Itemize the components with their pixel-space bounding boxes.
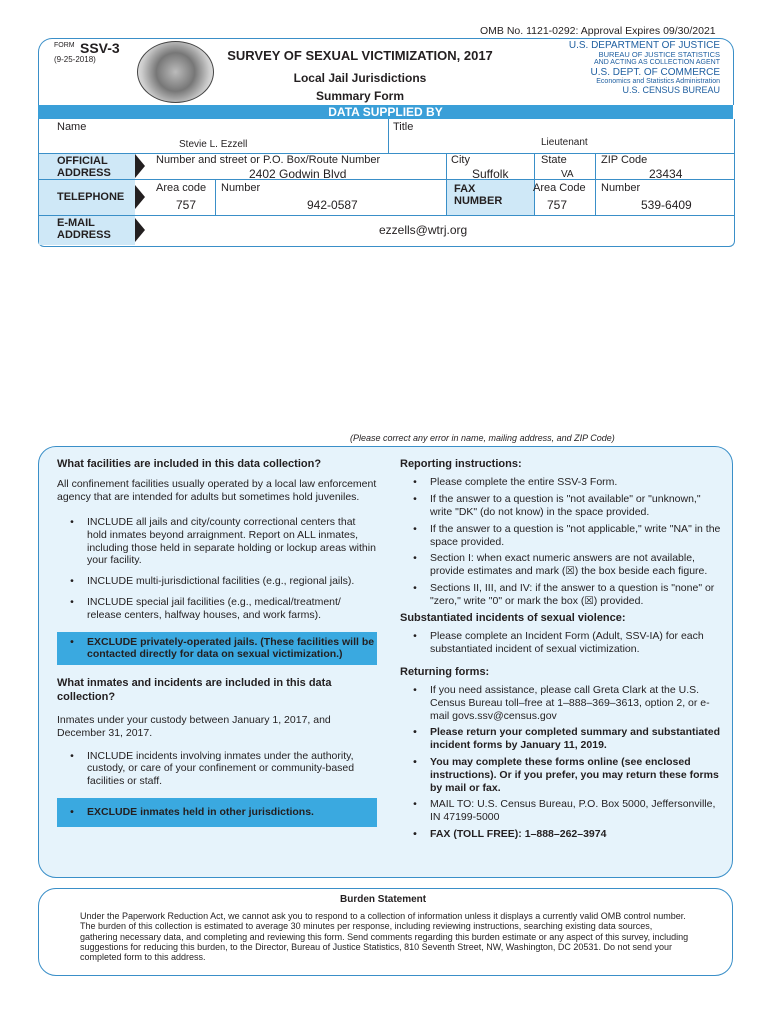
arrow-icon bbox=[135, 185, 145, 209]
list-item: • If the answer to a question is "not available" or "unknown," write "DK" (do not know) in the space provided. bbox=[400, 493, 725, 519]
agency-block bbox=[520, 40, 720, 96]
data-supplied-band: DATA SUPPLIED BY bbox=[38, 105, 733, 119]
exclude-highlight: • EXCLUDE privately-operated jails. (These facilities will be contacted directly for data on sexual victimization.) bbox=[57, 632, 377, 666]
list-item: • If the answer to a question is "not applicable," write "NA" in the space provided. bbox=[400, 523, 725, 549]
name-label: Name bbox=[57, 121, 87, 133]
burden-title: Burden Statement bbox=[340, 894, 427, 905]
state-value[interactable]: VA bbox=[561, 169, 574, 180]
form-label: FORM bbox=[54, 42, 75, 49]
list-item-text: FAX (TOLL FREE): 1–888–262–3974 bbox=[430, 827, 607, 840]
list-item: • Please complete the entire SSV-3 Form. bbox=[413, 476, 618, 489]
divider bbox=[39, 179, 734, 180]
title-label: Title bbox=[393, 121, 414, 133]
official-address-label: OFFICIAL ADDRESS bbox=[57, 155, 111, 180]
street-label: Number and street or P.O. Box/Route Number bbox=[156, 154, 381, 166]
section-heading: Returning forms: bbox=[400, 665, 490, 678]
arrow-icon bbox=[135, 218, 145, 242]
section-heading: Substantiated incidents of sexual violence: bbox=[400, 611, 626, 624]
area-code-label: Area code bbox=[156, 182, 207, 194]
zip-value[interactable]: 23434 bbox=[649, 167, 683, 181]
list-item: • You may complete these forms online (see enclosed instructions). Or if you prefer, you may return these forms by mail or fax. bbox=[400, 756, 725, 794]
fax-number-value[interactable]: 539-6409 bbox=[641, 198, 692, 212]
fax-area-label: Area Code bbox=[533, 182, 586, 194]
divider bbox=[595, 153, 596, 215]
divider bbox=[388, 119, 389, 153]
divider bbox=[446, 153, 447, 215]
list-item: • FAX (TOLL FREE): 1–888–262–3974 bbox=[413, 827, 607, 840]
agency-line: BUREAU OF JUSTICE STATISTICS bbox=[598, 50, 720, 59]
telephone-label: TELEPHONE bbox=[57, 191, 125, 203]
street-value[interactable]: 2402 Godwin Blvd bbox=[249, 167, 347, 181]
agency-line: AND ACTING AS COLLECTION AGENT bbox=[593, 59, 720, 67]
list-item-text: If the answer to a question is "not available" or "unknown," write "DK" (do not know) in the space provided. bbox=[430, 493, 701, 518]
list-item: • Please complete an Incident Form (Adult, SSV-IA) for each substantiated incident of sexual victimization. bbox=[400, 630, 725, 656]
agency-line: U.S. DEPARTMENT OF JUSTICE bbox=[568, 40, 720, 51]
survey-subtitle: Local Jail Jurisdictions bbox=[293, 71, 427, 85]
zip-label: ZIP Code bbox=[601, 154, 648, 166]
list-item: • If you need assistance, please call Greta Clark at the U.S. Census Bureau toll–free at 1–888–369–3613, option 2, or e-mail govs.ssv@census.gov bbox=[400, 684, 725, 722]
list-item-text: Please complete the entire SSV-3 Form. bbox=[430, 476, 618, 489]
omb-number: OMB No. 1121-0292: Approval Expires 09/30/2021 bbox=[480, 25, 716, 37]
agency-line: U.S. DEPT. OF COMMERCE bbox=[590, 66, 720, 78]
list-item-text: MAIL TO: U.S. Census Bureau, P.O. Box 5000, Jeffersonville, IN 47199-5000 bbox=[430, 798, 716, 824]
list-item: • Sections II, III, and IV: if the answer to a question is "none" or "zero," write "0" or mark the box (☒) provided. bbox=[400, 582, 725, 608]
email-value[interactable]: ezzells@wtrj.org bbox=[379, 223, 468, 237]
agency-line: U.S. CENSUS BUREAU bbox=[622, 84, 720, 95]
list-item-text: INCLUDE special jail facilities (e.g., medical/treatment/ release centers, halfway houses, and work farms). bbox=[87, 595, 341, 621]
phone-number-value[interactable]: 942-0587 bbox=[307, 198, 358, 212]
state-label: State bbox=[541, 154, 567, 166]
list-item-text: You may complete these forms online (see enclosed instructions). Or if you prefer, you may return these forms by mail or fax. bbox=[430, 755, 719, 794]
city-value[interactable]: Suffolk bbox=[472, 167, 509, 181]
list-item-text: INCLUDE multi-jurisdictional facilities (e.g., regional jails). bbox=[87, 575, 355, 588]
list-item-text: If the answer to a question is "not applicable," write "NA" in the space provided. bbox=[430, 522, 721, 548]
arrow-icon bbox=[135, 154, 145, 178]
exclude-highlight: • EXCLUDE inmates held in other jurisdictions. bbox=[57, 798, 377, 827]
list-item-text: Section I: when exact numeric answers are not available, provide estimates and mark (☒) the box beside each figure. bbox=[430, 552, 708, 578]
list-item: • INCLUDE special jail facilities (e.g., medical/treatment/ release centers, halfway houses, and work farms). bbox=[57, 596, 377, 622]
email-label: E-MAIL ADDRESS bbox=[57, 217, 111, 242]
area-code-value[interactable]: 757 bbox=[176, 198, 197, 212]
correction-note: (Please correct any error in name, mailing address, and ZIP Code) bbox=[350, 433, 615, 443]
list-item: • Section I: when exact numeric answers are not available, provide estimates and mark (☒) the box beside each figure. bbox=[400, 552, 725, 578]
section-heading: What facilities are included in this data collection? bbox=[57, 458, 322, 470]
list-item-text: INCLUDE all jails and city/county correctional centers that hold inmates beyond arraignment. Report on ALL inmates, including those held in separate holding or lockup areas within your facility. bbox=[87, 516, 376, 567]
list-item-text: INCLUDE incidents involving inmates under the authority, custody, or care of your confinement or community-based facilities or staff. bbox=[87, 749, 355, 788]
form-number: SSV-3 bbox=[80, 40, 120, 56]
list-item-text: Sections II, III, and IV: if the answer to a question is "none" or "zero," write "0" or mark the box (☒) provided. bbox=[430, 581, 715, 607]
form-title bbox=[225, 48, 495, 103]
fax-area-value[interactable]: 757 bbox=[547, 198, 568, 212]
list-item-text: EXCLUDE inmates held in other jurisdictions. bbox=[87, 805, 314, 818]
paragraph: All confinement facilities usually operated by a local law enforcement agency that are intended for adults but sometimes hold juveniles. bbox=[57, 478, 377, 504]
list-item: • INCLUDE all jails and city/county correctional centers that hold inmates beyond arraignment. Report on ALL inmates, including those held in separate holding or lockup areas within your facility. bbox=[70, 516, 376, 567]
survey-title: SURVEY OF SEXUAL VICTIMIZATION, 2017 bbox=[227, 48, 493, 63]
list-item-text: EXCLUDE privately-operated jails. (These facilities will be contacted directly for data on sexual victimization.) bbox=[87, 635, 375, 661]
list-item: • INCLUDE multi-jurisdictional facilities (e.g., regional jails). bbox=[70, 575, 355, 588]
title-value[interactable]: Lieutenant bbox=[541, 137, 588, 148]
phone-number-label: Number bbox=[221, 182, 261, 194]
list-item: • INCLUDE incidents involving inmates under the authority, custody, or care of your confinement or community-based facilities or staff. bbox=[57, 750, 377, 788]
name-value[interactable]: Stevie L. Ezzell bbox=[179, 139, 248, 150]
right-column bbox=[400, 458, 725, 841]
doj-seal-icon bbox=[137, 41, 214, 103]
divider bbox=[39, 215, 734, 216]
burden-text: Under the Paperwork Reduction Act, we cannot ask you to respond to a collection of information unless it displays a currently valid OMB control number. The burden of this collection is estimated to average 30 minutes per response, including reviewing instructions, searching existing data sources, gathering necessary data, and completing and reviewing this form. Send comments regarding this burden estimate or any aspect of this survey, including suggestions for reducing this burden, to the Director, Bureau of Justice Statistics, 810 Seventh Street, NW, Washington, DC 20531. Do not send your completed form to this address. bbox=[80, 911, 689, 963]
city-label: City bbox=[451, 154, 470, 166]
list-item: • MAIL TO: U.S. Census Bureau, P.O. Box 5000, Jeffersonville, IN 47199-5000 bbox=[400, 798, 725, 824]
fax-number-label: Number bbox=[601, 182, 641, 194]
agency-line: Economics and Statistics Administration bbox=[596, 77, 720, 85]
fax-label: FAX NUMBER bbox=[454, 183, 503, 208]
survey-form-type: Summary Form bbox=[315, 89, 405, 103]
list-item-text: If you need assistance, please call Greta Clark at the U.S. Census Bureau toll–free at 1–888–369–3613, option 2, or e-mail govs.ssv@census.gov bbox=[430, 683, 710, 722]
list-item: • Please return your completed summary and substantiated incident forms by January 11, 2019. bbox=[400, 726, 725, 752]
list-item-text: Please complete an Incident Form (Adult, SSV-IA) for each substantiated incident of sexual victimization. bbox=[430, 629, 704, 655]
left-column bbox=[57, 458, 377, 827]
paragraph: Inmates under your custody between January 1, 2017, and December 31, 2017. bbox=[57, 713, 331, 739]
form-date: (9-25-2018) bbox=[54, 55, 96, 64]
divider bbox=[215, 179, 216, 215]
section-heading: What inmates and incidents are included in this data collection? bbox=[57, 677, 332, 703]
contact-grid bbox=[38, 119, 735, 247]
list-item-text: Please return your completed summary and substantiated incident forms by January 11, 2019. bbox=[430, 726, 721, 752]
section-heading: Reporting instructions: bbox=[400, 458, 522, 470]
